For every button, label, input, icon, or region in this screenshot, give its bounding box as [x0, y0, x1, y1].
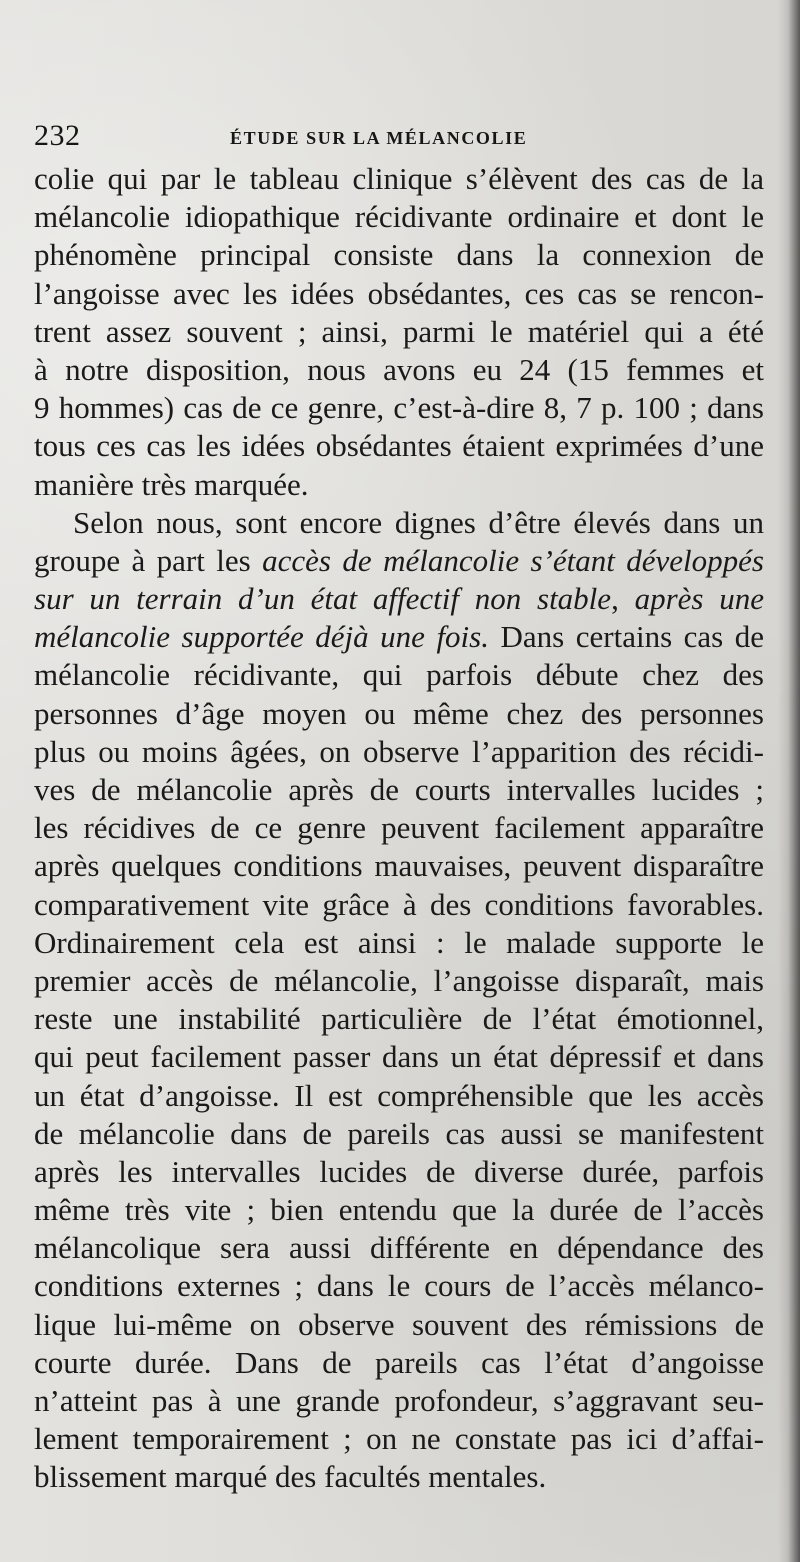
text-line: après quelques conditions mauvaises, peuvent disparaître [34, 848, 764, 884]
text-line: ves de mélancolie après de courts intervalles lucides ; [34, 772, 764, 807]
text-line: premier accès de mélancolie, l’angoisse disparaît, mais [34, 962, 764, 998]
text-line: colie qui par le tableau clinique s’élèvent des cas de la [34, 161, 764, 196]
text-line: phénomène principal consiste dans la connexion de [34, 237, 764, 273]
page-number: 232 [34, 119, 81, 152]
page-edge-shadow [778, 0, 800, 1562]
text-line: mélancolique sera aussi différente en dépendance des [34, 1230, 764, 1266]
plain-text: , [611, 581, 635, 617]
italic-text: mélancolie supportée déjà une fois. [34, 619, 489, 655]
text-line: après les intervalles lucides de diverse durée, parfois [34, 1153, 764, 1189]
text-line: personnes d’âge moyen ou même chez des personnes [34, 695, 764, 731]
text-line-with-italics [34, 542, 764, 580]
text-line: lement temporairement ; on ne constate pas ici d’affai- [34, 1421, 764, 1457]
text-line: qui peut facilement passer dans un état dépressif et dans [34, 1039, 764, 1075]
text-line: un état d’angoisse. Il est compréhensible que les accès [34, 1077, 764, 1113]
running-head: ÉTUDE SUR LA MÉLANCOLIE [230, 128, 528, 148]
text-line: l’angoisse avec les idées obsédantes, ces cas se rencon- [34, 275, 764, 311]
text-line: mélancolie récidivante, qui parfois débute chez des [34, 657, 764, 693]
text-line-with-italics [34, 618, 764, 656]
text-line: les récidives de ce genre peuvent facilement apparaître [34, 810, 764, 846]
text-line: mélancolie idiopathique récidivante ordinaire et dont le [34, 199, 764, 235]
text-line: conditions externes ; dans le cours de l’accès mélanco- [34, 1268, 764, 1304]
text-line: même très vite ; bien entendu que la durée de l’accès [34, 1192, 764, 1228]
page-header [34, 117, 764, 155]
text-line: tous ces cas les idées obsédantes étaient exprimées d’une [34, 428, 764, 464]
text-line-with-italics [34, 580, 764, 618]
text-line: plus ou moins âgées, on observe l’apparition des récidi- [34, 733, 764, 769]
text-line: à notre disposition, nous avons eu 24 (15 femmes et [34, 351, 764, 387]
text-line: reste une instabilité particulière de l’état émotionnel, [34, 1001, 764, 1037]
body-text [34, 160, 764, 1497]
text-line: 9 hommes) cas de ce genre, c’est-à-dire 8, 7 p. 100 ; dans [34, 390, 764, 426]
text-line: comparativement vite grâce à des conditions favorables. [34, 886, 764, 922]
plain-text: Dans certains cas de [489, 619, 764, 655]
italic-text: accès de mélancolie s’étant développés [262, 542, 764, 578]
italic-text: après une [634, 581, 764, 617]
paragraph-first-line: Selon nous, sont encore dignes d’être élevés dans un [73, 504, 764, 540]
text-line: trent assez souvent ; ainsi, parmi le matériel qui a été [34, 313, 764, 349]
text-line: manière très marquée. [34, 466, 309, 502]
text-line: Ordinairement cela est ainsi : le malade supporte le [34, 924, 764, 960]
text-line: n’atteint pas à une grande profondeur, s’aggravant seu- [34, 1383, 764, 1418]
text-line: lique lui-même on observe souvent des rémissions de [34, 1306, 764, 1342]
italic-text: sur un terrain d’un état affectif non stable [34, 581, 612, 617]
text-line: courte durée. Dans de pareils cas l’état d’angoisse [34, 1344, 764, 1380]
text-line: de mélancolie dans de pareils cas aussi se manifestent [34, 1115, 764, 1151]
text-line: blissement marqué des facultés mentales. [34, 1459, 547, 1495]
plain-text: groupe à part les [34, 542, 263, 578]
